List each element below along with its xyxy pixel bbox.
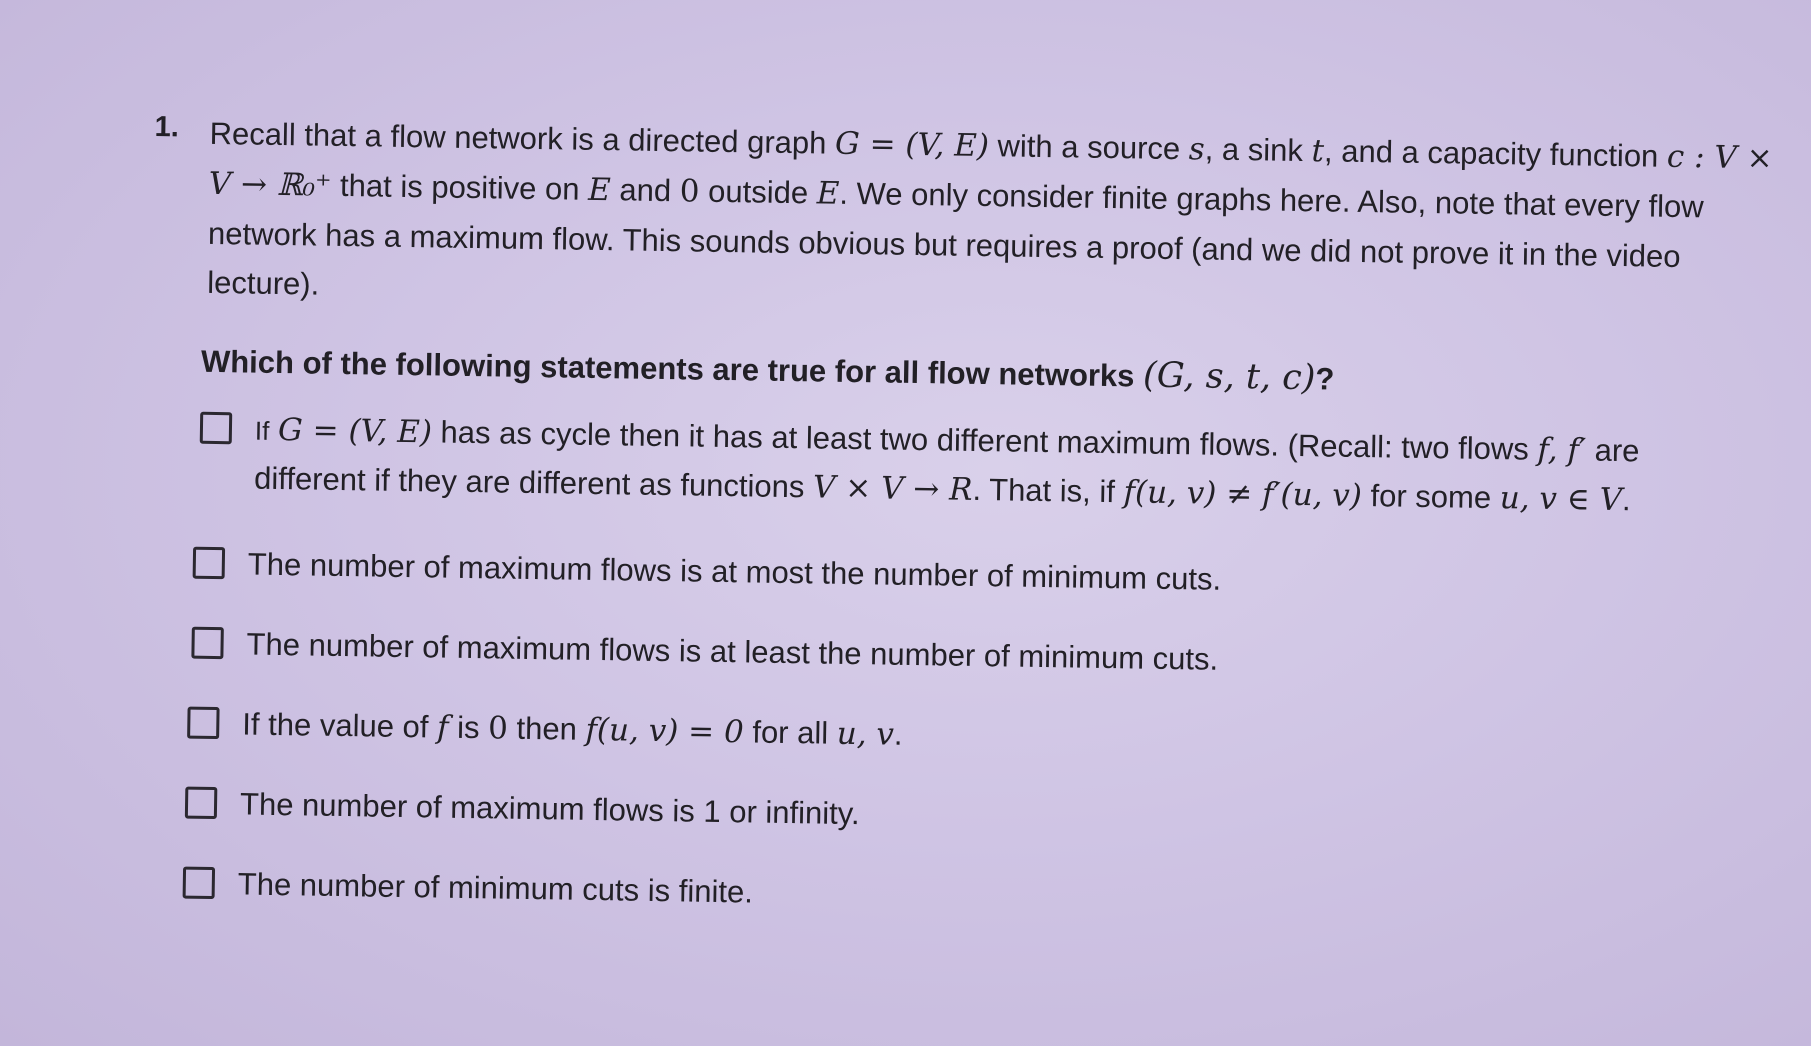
- math-edge-set: E: [816, 175, 840, 212]
- math-flow: f: [436, 709, 449, 746]
- answer-options: [142, 404, 1790, 933]
- option-text-part: for some: [1370, 478, 1492, 516]
- option-3-text: The number of maximum flows is at least the number of minimum cuts.: [246, 626, 1219, 677]
- option-5-checkbox[interactable]: [185, 787, 217, 819]
- option-text-part: . That is, if: [972, 471, 1116, 510]
- question-text-part: and: [619, 172, 672, 209]
- question-text-part: , and a capacity function: [1323, 133, 1659, 174]
- math-edge-set: E: [587, 171, 612, 209]
- question-text-part: with a source: [997, 128, 1181, 167]
- question-text: [207, 109, 1780, 332]
- math-flow-equation: f(u, v) = 0: [585, 711, 745, 751]
- math-flow-network-tuple: (G, s, t, c): [1142, 355, 1316, 399]
- math-zero: 0: [487, 710, 509, 747]
- math-flow-inequality: f(u, v) ≠ f′(u, v): [1123, 474, 1363, 515]
- option-text-part: for all: [752, 714, 829, 751]
- option-2-text: The number of maximum flows is at most the number of minimum cuts.: [247, 546, 1222, 597]
- math-graph: G = (V, E): [277, 411, 433, 451]
- option-3: [191, 620, 1787, 693]
- math-capacity-function: c : V × V → ℝ₀⁺: [208, 138, 1773, 204]
- option-text-part: If the value of: [242, 706, 429, 745]
- option-5: [185, 780, 1785, 853]
- option-1: [199, 405, 1790, 527]
- option-4: [187, 700, 1786, 773]
- math-vertices: u, v ∈ V: [1499, 480, 1623, 519]
- option-text-part: are different if they are different as functions: [253, 432, 1640, 505]
- option-2-checkbox[interactable]: [193, 547, 225, 579]
- option-6: [182, 860, 1783, 933]
- question-text-part: . We only consider finite graphs here. Also, note that every flow network has a maximum flow. This sounds obvious but requires a proof (and we did not prove it in the video lecture).: [206, 175, 1704, 302]
- math-source: s: [1188, 131, 1206, 168]
- question-number: 1.: [154, 110, 180, 144]
- question-text-part: that is positive on: [339, 167, 580, 207]
- option-1-checkbox[interactable]: [200, 412, 232, 444]
- option-3-checkbox[interactable]: [191, 627, 223, 659]
- option-text-part: .: [893, 716, 903, 752]
- question-text-part: , a sink: [1204, 131, 1304, 169]
- option-6-text: The number of minimum cuts is finite.: [237, 866, 754, 910]
- math-flows: f, f′: [1537, 431, 1587, 469]
- option-text-part: then: [516, 710, 578, 747]
- question-text-part: outside: [707, 173, 809, 211]
- option-6-checkbox[interactable]: [183, 867, 215, 899]
- prompt-question-mark: ?: [1315, 361, 1335, 397]
- math-sink: t: [1311, 133, 1325, 170]
- math-function-domain: V × V → R: [812, 469, 973, 508]
- question-1: [142, 108, 1794, 933]
- option-text-part: If: [254, 415, 270, 446]
- prompt-text: Which of the following statements are true for all flow networks: [200, 343, 1135, 394]
- option-4-text: [242, 700, 1633, 770]
- option-5-text: The number of maximum flows is 1 or infinity.: [239, 786, 860, 832]
- question-prompt: [201, 341, 1791, 406]
- option-2: [192, 540, 1788, 613]
- option-4-checkbox[interactable]: [187, 707, 219, 739]
- math-zero: 0: [679, 173, 700, 210]
- option-text-part: is: [456, 709, 480, 746]
- option-text-part: has as cycle then it has at least two different maximum flows. (Recall: two flows: [440, 414, 1530, 467]
- question-text-part: Recall that a flow network is a directed graph: [209, 115, 827, 161]
- option-text-part: .: [1621, 482, 1631, 518]
- math-vertices: u, v: [836, 715, 895, 753]
- math-graph: G = (V, E): [834, 125, 990, 165]
- option-1-text: [254, 406, 1645, 525]
